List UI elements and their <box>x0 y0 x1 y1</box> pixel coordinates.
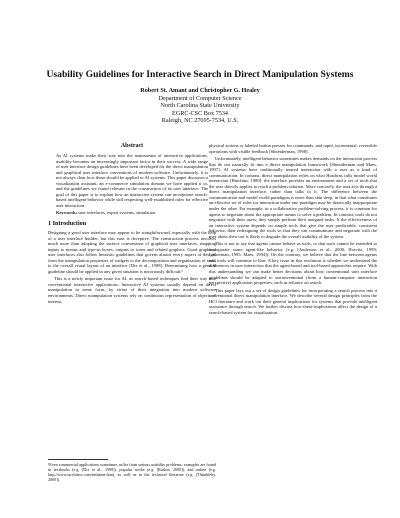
footnote-divider <box>48 459 108 460</box>
affiliation-line: Department of Computer Science <box>158 94 242 102</box>
footnote <box>48 462 216 482</box>
affiliation-line: EGRC-CSC Box 7534 <box>171 109 229 117</box>
abstract-block <box>48 153 216 216</box>
section-heading-introduction: 1 Introduction <box>48 220 87 228</box>
body-paragraph: This is a newly important issue for AI, as search-based techniques find their way into conventional interactive applications. Interactive AI systems usually depend on direct manipulation in some form, by virtue of their integration into modern software environments. Direct manipulation systems rely on continuous representation of objects of interest, <box>48 276 216 304</box>
body-paragraph: This is not to say that agents cannot behave as tools, or that tools cannot be extended to incorporate some agent-like behavior (e.g. [Anderson et al., 2000; Horvitz, 1999; Lieberman, 1995; Maes, 1994]). On the contrary, we believe that the line between agents and tools will continue to blur. A key issue in this evolution is whether we understand the differences in user interaction that the agent-based and tool-based approaches require. With this understanding we can make better decisions about how conventional user interface guidelines should be adapted to unconventional (from a human-computer interaction perspective) application properties, such as reliance on search. <box>209 241 377 286</box>
affiliation-line: North Carolina State University <box>160 102 240 110</box>
body-paragraph: This paper lays out a set of design guidelines for incorporating a search process into a conventional direct manipulation interface. We describe several design principles from the HCI literature and work out their general implications for systems that provide intelligent assistance through search. We further discuss how these implications affect the design of a search-based system for visualization. <box>209 287 377 315</box>
keywords-text: user interfaces, expert systems, simulation <box>78 210 156 216</box>
abstract-heading: Abstract <box>120 143 144 149</box>
keywords-line <box>56 210 208 216</box>
author-block <box>0 87 400 125</box>
abstract-text: As AI systems make their way into the mainstream of interactive applications, usability becomes an increasingly important factor in their success. A wide range of user interface design guidelines have been developed for the direct manipulation and graphical user interface conventions of modern software. Unfortunately, it is not always clear how these should be applied to AI systems. This paper discusses a visualization assistant, an e-commerce simulation domain we have applied it to, and the guidelines we found relevant in the construction of its user interface. The goal of this paper is to explain how an interactive system can incorporate search-based intelligent behavior while still respecting well-established rules for effective user interaction. <box>56 153 208 208</box>
left-column <box>48 143 216 306</box>
body-paragraph: Designing a good user interface may appear to be straightforward, especially with the help of a user interface builder, but this ease is deceptive. The construction process involves much more than adopting the surface conventions of graphical user interfaces, mapping inputs to menus and type-in boxes, outputs to icons and related graphics. Good graphical user interfaces also follow heuristic guidelines that govern almost every aspect of design, from the manipulation properties of widgets to the decomposition and organization of tasks to the overall visual layout of an interface [Dix et al., 1998]. Determining how a general guideline should be applied in any given situation is notoriously difficult.¹ <box>48 230 216 274</box>
paper-title: Usability Guidelines for Interactive Search in Direct Manipulation Systems <box>46 69 354 80</box>
footnote-text: ¹Even commercial applications sometimes suffer from serious usability problems; examples are found in textbooks (e.g. [Dix et al., 1998]), popular works (e.g. [Raskin, 2000]), and online (e.g. http://www.iarchitect.com/mshame.htm), as well as in the technical literature (e.g. [Thimbleby, 2000]). <box>48 462 216 482</box>
author-names: Robert St. Amant and Christopher G. Healey <box>140 87 260 94</box>
keywords-label: Keywords: <box>56 210 78 216</box>
right-column <box>209 143 377 317</box>
affiliation-line: Raleigh, NC 27695-7534, U.S. <box>161 117 239 125</box>
body-paragraph: physical actions or labeled button presses for commands, and rapid, incremental, reversible operations with visible feedback [Shneiderman, 1998]. <box>209 143 377 154</box>
body-paragraph: Unfortunately, intelligent behavior sometimes makes demands on the interaction process that do not naturally fit into a direct manipulation framework [Shneiderman and Maes, 1997]. AI systems have traditionally treated interaction with a user as a kind of communication. In contrast, direct manipulation relies on what Hutchins calls model world interaction [Hutchins, 1989]: the interface provides an environment and a set of tools that the user directly applies to reach a problem solution. More concisely, the user acts through a direct manipulation interface, rather than talks to it. The difference between the communication and model world paradigms is more than skin deep, in that what constitutes an effective set of rules for interaction under one paradigm may be drastically inappropriate under the other. For example, in a collaborative problem-solving process, it is common for agents to negotiate about the appropriate means to solve a problem. In contrast, tools do not negotiate with their users; they simply perform their assigned tasks. If the effectiveness of an interactive system depends on simple tools that give the user predictable, consistent behavior, then redesigning the tools so that they can communicate and negotiate with the user about their use is likely to degrade the overall usability of the system. <box>209 156 377 239</box>
